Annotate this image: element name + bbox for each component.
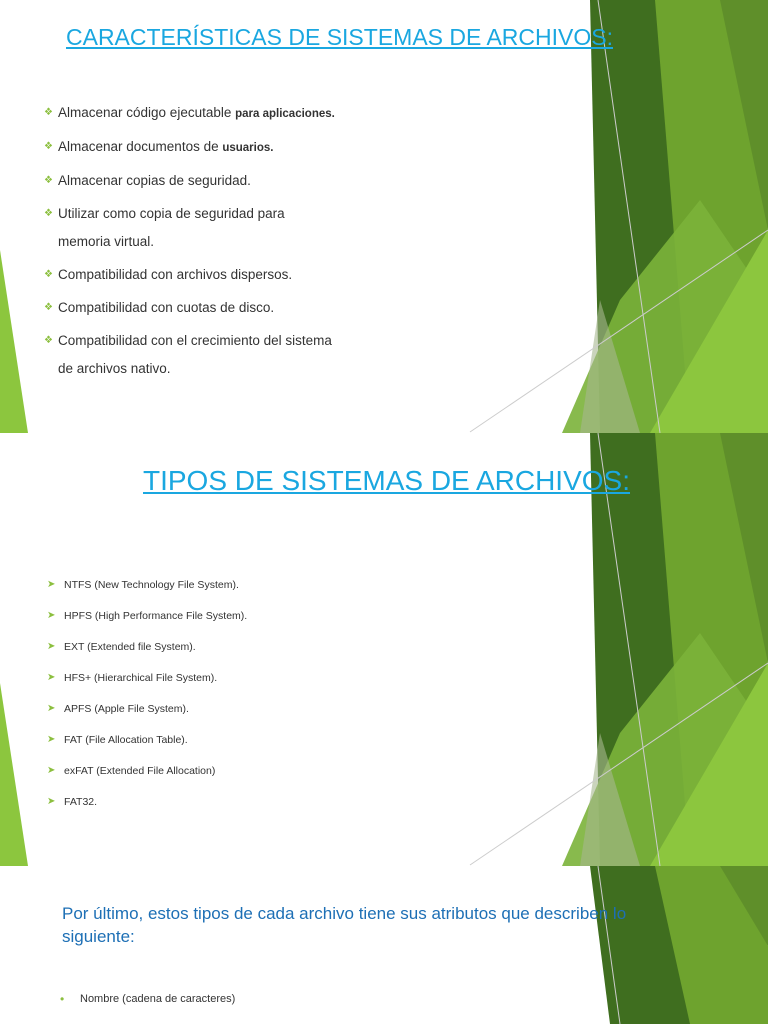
attributes-list	[60, 991, 235, 1021]
slide-atributos	[0, 866, 768, 1024]
diamond-bullet-icon: ❖	[44, 269, 53, 280]
intro-text: Por último, estos tipos de cada archivo tiene sus atributos que describen lo siguiente:	[62, 904, 627, 946]
item-text-small: para aplicaciones.	[235, 108, 335, 120]
item-text: Almacenar documentos de	[58, 139, 223, 154]
list-item	[47, 732, 247, 763]
item-text-small: usuarios.	[222, 142, 274, 154]
dot-bullet-icon: •	[60, 992, 65, 1006]
slide-title: TIPOS DE SISTEMAS DE ARCHIVOS:	[143, 465, 630, 496]
list-item	[60, 991, 235, 1007]
arrow-bullet-icon: ➤	[47, 796, 56, 807]
characteristics-list	[44, 99, 335, 388]
item-text: APFS (Apple File System).	[64, 703, 189, 715]
list-item	[44, 99, 335, 128]
list-item	[47, 608, 247, 639]
arrow-bullet-icon: ➤	[47, 579, 56, 590]
item-text: Utilizar como copia de seguridad para	[58, 206, 285, 221]
item-text: Compatibilidad con cuotas de disco.	[58, 300, 275, 315]
list-item	[44, 200, 335, 256]
list-item	[44, 167, 335, 195]
arrow-bullet-icon: ➤	[47, 610, 56, 621]
list-item	[47, 794, 247, 825]
list-item	[44, 261, 335, 289]
diamond-bullet-icon: ❖	[44, 208, 53, 219]
item-text: Almacenar copias de seguridad.	[58, 173, 251, 188]
list-item	[44, 133, 335, 162]
item-text: HPFS (High Performance File System).	[64, 610, 248, 622]
filesystem-types-list	[47, 577, 247, 825]
item-text: NTFS (New Technology File System).	[64, 579, 239, 591]
arrow-bullet-icon: ➤	[47, 672, 56, 683]
item-text: Almacenar código ejecutable	[58, 105, 236, 120]
list-item	[47, 639, 247, 670]
list-item	[47, 763, 247, 794]
item-text: EXT (Extended file System).	[64, 641, 196, 653]
slide-title: CARACTERÍSTICAS DE SISTEMAS DE ARCHIVOS:	[66, 24, 613, 50]
arrow-bullet-icon: ➤	[47, 641, 56, 652]
item-text-continuation: de archivos nativo.	[58, 361, 171, 376]
list-item	[44, 327, 335, 383]
diamond-bullet-icon: ❖	[44, 141, 53, 152]
slide-tipos	[0, 433, 768, 866]
arrow-bullet-icon: ➤	[47, 765, 56, 776]
list-item	[47, 577, 247, 608]
diamond-bullet-icon: ❖	[44, 175, 53, 186]
diamond-bullet-icon: ❖	[44, 107, 53, 118]
item-text: exFAT (Extended File Allocation)	[64, 765, 216, 777]
list-item	[47, 670, 247, 701]
list-item	[44, 294, 335, 322]
list-item	[47, 701, 247, 732]
item-text: Compatibilidad con el crecimiento del sistema	[58, 333, 332, 348]
diamond-bullet-icon: ❖	[44, 302, 53, 313]
item-text: Nombre (cadena de caracteres)	[80, 993, 236, 1005]
item-text: FAT (File Allocation Table).	[64, 734, 188, 746]
item-text: Compatibilidad con archivos dispersos.	[58, 267, 293, 282]
slide-caracteristicas	[0, 0, 768, 433]
diamond-bullet-icon: ❖	[44, 335, 53, 346]
arrow-bullet-icon: ➤	[47, 734, 56, 745]
item-text: FAT32.	[64, 796, 98, 808]
item-text-continuation: memoria virtual.	[58, 234, 155, 249]
item-text: HFS+ (Hierarchical File System).	[64, 672, 218, 684]
arrow-bullet-icon: ➤	[47, 703, 56, 714]
